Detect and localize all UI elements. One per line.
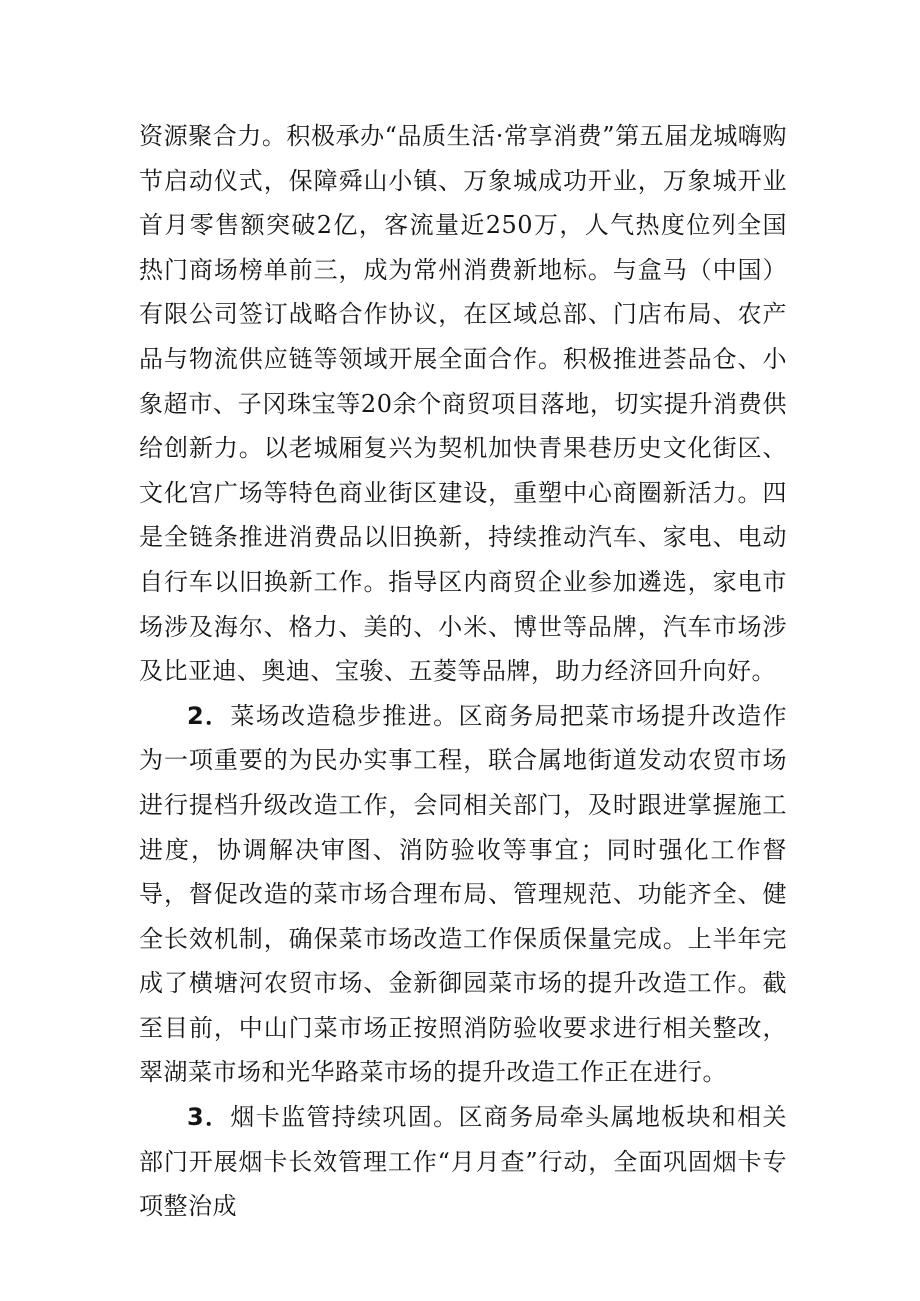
paragraph-consumption-continued	[139, 114, 787, 694]
paragraph-text: 菜场改造稳步推进。区商务局把菜市场提升改造作为一项重要的为民办实事工程，联合属地街道发动农贸市场进行提档升级改造工作，会同相关部门，及时跟进掌握施工进度，协调解决审图、消防验收等事宜；同时强化工作督导，督促改造的菜市场合理布局、管理规范、功能齐全、健全长效机制，确保菜市场改造工作保质保量完成。上半年完成了横塘河农贸市场、金新御园菜市场的提升改造工作。截至目前，中山门菜市场正按照消防验收要求进行相关整改，翠湖菜市场和光华路菜市场的提升改造工作正在进行。	[139, 701, 788, 1087]
item-number: 3．	[187, 1103, 231, 1132]
paragraph-market-renovation	[139, 694, 787, 1095]
paragraph-text: 资源聚合力。积极承办“品质生活·常享消费”第五届龙城嗨购节启动仪式，保障舜山小镇、万象城成功开业，万象城开业首月零售额突破2亿，客流量近250万，人气热度位列全国热门商场榜单前三，成为常州消费新地标。与盒马（中国）有限公司签订战略合作协议，在区域总部、门店布局、农产品与物流供应链等领域开展全面合作。积极推进荟品仓、小象超市、子冈珠宝等20余个商贸项目落地，切实提升消费供给创新力。以老城厢复兴为契机加快青果巷历史文化街区、文化宫广场等特色商业街区建设，重塑中心商圈新活力。四是全链条推进消费品以旧换新，持续推动汽车、家电、电动自行车以旧换新工作。指导区内商贸企业参加遴选，家电市场涉及海尔、格力、美的、小米、博世等品牌，汽车市场涉及比亚迪、奥迪、宝骏、五菱等品牌，助力经济回升向好。	[139, 122, 787, 686]
paragraph-tobacco-card-supervision	[139, 1095, 787, 1229]
document-body	[139, 114, 787, 1229]
item-number: 2．	[187, 701, 231, 730]
paragraph-text: 烟卡监管持续巩固。区商务局牵头属地板块和相关部门开展烟卡长效管理工作“月月查”行动，全面巩固烟卡专项整治成	[139, 1103, 788, 1221]
